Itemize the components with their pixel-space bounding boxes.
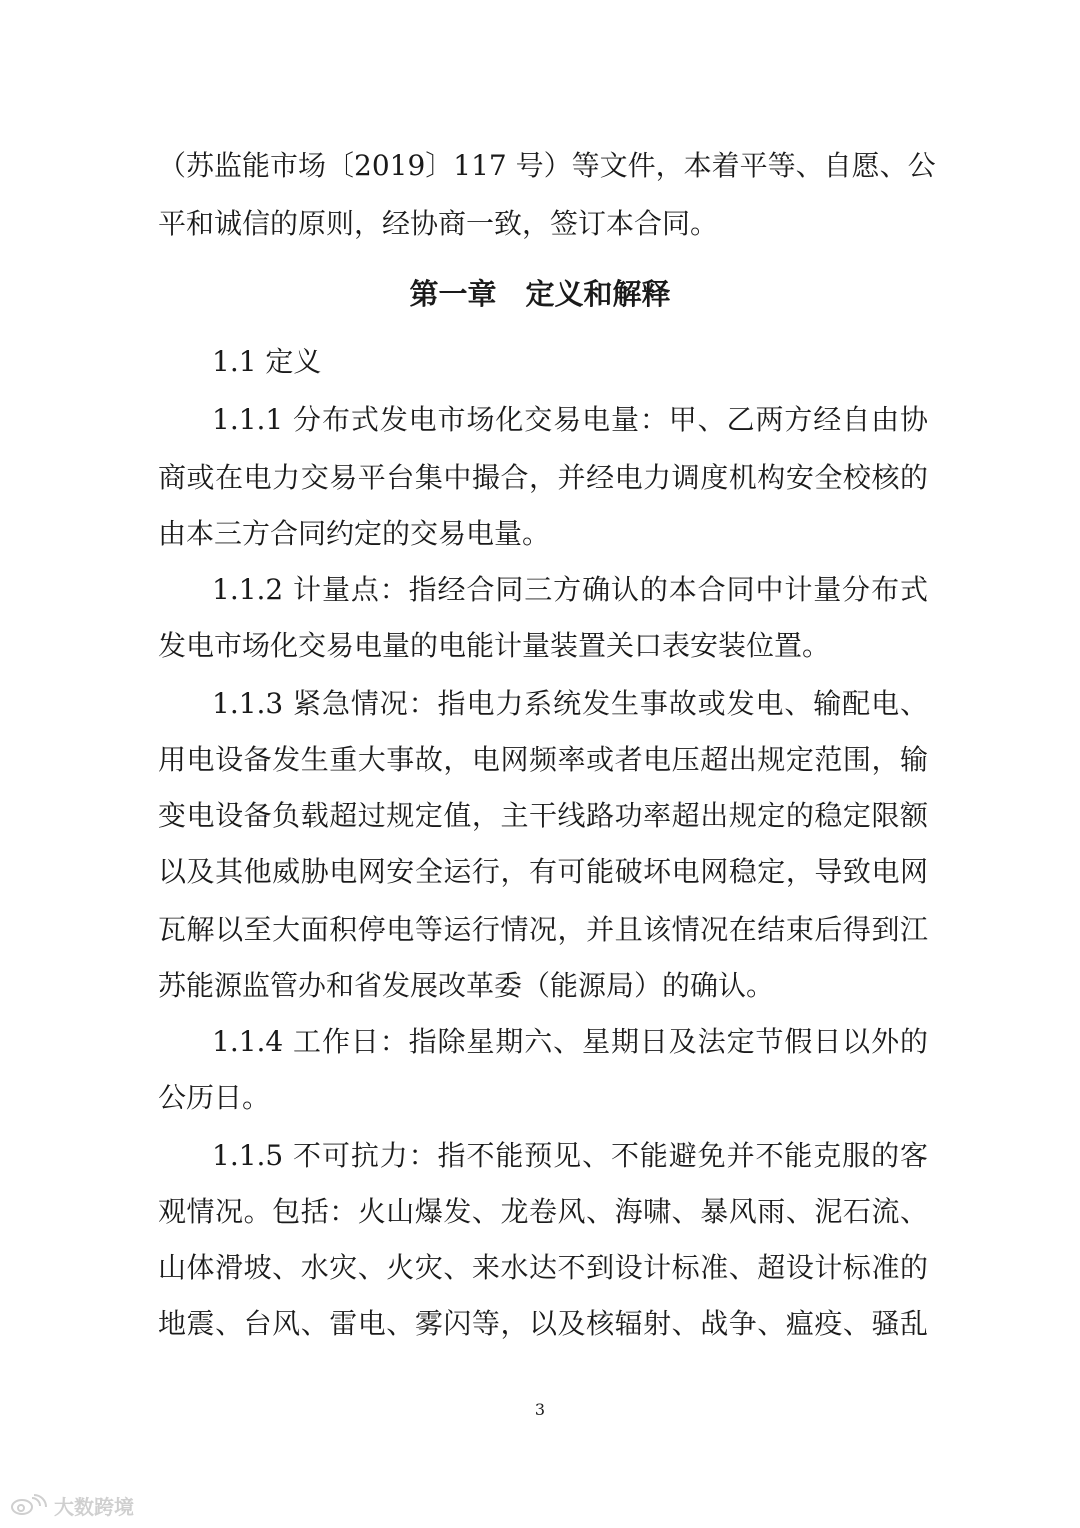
section-heading: 1.1 定义 [212,345,322,378]
clause-line: 观情况。包括：火山爆发、龙卷风、海啸、暴风雨、泥石流、 [158,1195,928,1228]
clause-line: 商或在电力交易平台集中撮合，并经电力调度机构安全校核的 [158,461,928,494]
clause-line: 由本三方合同约定的交易电量。 [158,517,551,550]
clause-line: 地震、台风、雷电、雾闪等，以及核辐射、战争、瘟疫、骚乱 [158,1307,928,1340]
clause-line: 公历日。 [158,1081,271,1114]
chapter-title: 第一章 定义和解释 [409,277,671,311]
weibo-logo-icon [10,1494,48,1516]
clause-line: 山体滑坡、水灾、火灾、来水达不到设计标准、超设计标准的 [158,1251,928,1284]
clause-line: 发电市场化交易电量的电能计量装置关口表安装位置。 [158,629,831,662]
body-line: （苏监能市场〔2019〕117 号）等文件，本着平等、自愿、公 [158,149,936,182]
clause-line: 变电设备负载超过规定值，主干线路功率超出规定的稳定限额 [158,799,928,832]
clause-line: 1.1.5 不可抗力：指不能预见、不能避免并不能克服的客 [212,1139,928,1172]
body-line: 平和诚信的原则，经协商一致，签订本合同。 [158,207,719,240]
clause-line: 以及其他威胁电网安全运行，有可能破坏电网稳定，导致电网 [158,855,928,888]
clause-line: 1.1.2 计量点：指经合同三方确认的本合同中计量分布式 [212,573,928,606]
clause-line: 1.1.3 紧急情况：指电力系统发生事故或发电、输配电、 [212,687,928,720]
page-number: 3 [534,1400,546,1419]
clause-line: 用电设备发生重大事故，电网频率或者电压超出规定范围，输 [158,743,928,776]
clause-line: 1.1.4 工作日：指除星期六、星期日及法定节假日以外的 [212,1025,928,1058]
watermark [10,1490,134,1520]
clause-line: 瓦解以至大面积停电等运行情况，并且该情况在结束后得到江 [158,913,928,946]
clause-line: 1.1.1 分布式发电市场化交易电量：甲、乙两方经自由协 [212,403,928,436]
watermark-text: 大数跨境 [54,1494,134,1519]
clause-line: 苏能源监管办和省发展改革委（能源局）的确认。 [158,969,775,1002]
